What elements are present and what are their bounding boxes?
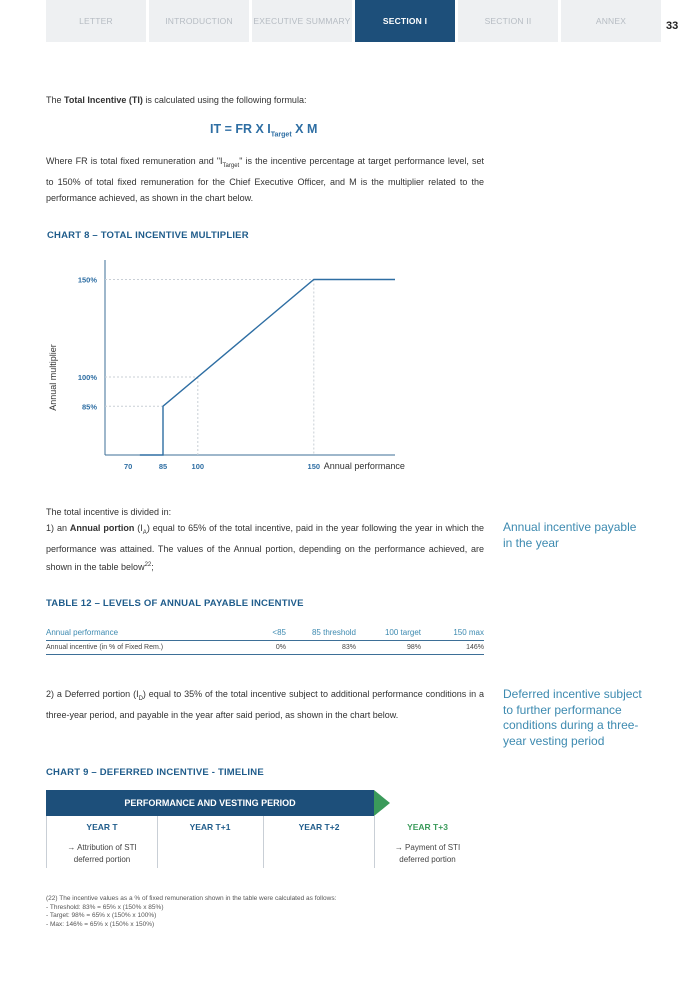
formula [210, 122, 317, 139]
table-cell: Annual incentive (in % of Fixed Rem.) [46, 641, 246, 655]
table-header-cell: 150 max [421, 625, 484, 641]
side-note-deferred: Deferred incentive subject to further performance conditions during a three-year vesting period [503, 687, 642, 748]
y-tick-label: 85% [81, 402, 97, 412]
item1-paragraph [46, 520, 484, 575]
timeline-year: YEAR T+2 [298, 822, 340, 832]
x-tick-label: 85 [158, 462, 168, 471]
item1-end: ; [151, 561, 154, 572]
intro-bold: Total Incentive (TI) [64, 95, 143, 105]
formula-part-b: X M [291, 122, 318, 136]
multiplier-chart [40, 250, 410, 475]
footnote-line: - Target: 98% = 65% x (150% x 100%) [46, 912, 157, 919]
footnote-title: (22) The incentive values as a % of fixed remuneration shown in the table were calculated as follows: [46, 895, 337, 902]
tab-introduction[interactable]: INTRODUCTION [149, 0, 249, 42]
table-header-cell: <85 [246, 625, 286, 641]
x-tick-label: 100 [191, 462, 205, 471]
table-cell: 146% [421, 641, 484, 655]
item2-pre: 2) a Deferred portion (I [46, 689, 139, 699]
table-header-cell: 100 target [356, 625, 421, 641]
intro-post: is calculated using the following formula: [142, 95, 307, 105]
item1-pre: 1) an [46, 523, 70, 533]
page-number: 33 [666, 20, 679, 32]
footnote [46, 895, 486, 929]
chart9-title: CHART 9 – DEFERRED INCENTIVE - TIMELINE [46, 767, 264, 778]
tab-section-i[interactable]: SECTION I [355, 0, 455, 42]
item1-mid: (I [134, 523, 143, 533]
footnote-line: - Threshold: 83% = 65% x (150% x 85%) [46, 903, 164, 911]
explanation-paragraph [46, 153, 484, 206]
item1-bold: Annual portion [69, 523, 135, 533]
footnote-ref-22[interactable]: 22 [144, 561, 152, 568]
multiplier-series-line [140, 280, 395, 456]
y-tick-label: 150% [77, 275, 97, 285]
timeline-year: YEAR T+3 [407, 822, 448, 832]
x-tick-label: 70 [124, 462, 133, 471]
item2-sub: D [138, 695, 143, 702]
y-axis-label: Annual multiplier [48, 344, 58, 411]
timeline-desc: → Payment of STI deferred portion [394, 843, 461, 864]
intro-paragraph [46, 92, 486, 108]
side-note-annual: Annual incentive payable in the year [503, 520, 637, 550]
timeline-col-year-t2 [264, 816, 375, 868]
timeline-col-year-t3 [375, 816, 480, 868]
table-header-cell: Annual performance [46, 625, 246, 641]
divided-intro: The total incentive is divided in: [46, 507, 172, 517]
footnote-line: - Max: 146% = 65% x (150% x 150%) [46, 920, 155, 928]
formula-sub: Target [270, 131, 292, 139]
tab-annex[interactable]: ANNEX [561, 0, 661, 42]
timeline-col-year-t1 [157, 816, 264, 868]
x-tick-label: 150 [307, 462, 321, 471]
table-cell: 98% [356, 641, 421, 655]
explanation-pre: Where FR is total fixed remuneration and "I [46, 156, 223, 166]
tab-letter[interactable]: LETTER [46, 0, 146, 42]
timeline-arrow-icon [374, 790, 390, 816]
intro-pre: The [46, 95, 65, 105]
timeline-header: PERFORMANCE AND VESTING PERIOD [46, 790, 374, 816]
timeline-desc: → Attribution of STI deferred portion [67, 843, 137, 864]
chart8-title: CHART 8 – TOTAL INCENTIVE MULTIPLIER [47, 230, 249, 241]
timeline-col-year-t [46, 816, 158, 868]
table12-title: TABLE 12 – LEVELS OF ANNUAL PAYABLE INCENTIVE [46, 598, 304, 609]
item1-rest: ) equal to 65% of the total incentive, paid in the year following the year in which the performance was attained. The values of the Annual portion, depending on the performance achieved, are shown in the table below [46, 523, 485, 572]
item1-sub: A [142, 529, 147, 536]
timeline-year: YEAR T+1 [189, 822, 231, 832]
explanation-sub: Target [222, 162, 240, 169]
explanation-post: " is the incentive percentage at target performance level, set to 150% of total fixed remuneration for the Chief Executive Officer, and M is the multiplier related to the performance achieved, as shown in the chart below. [46, 156, 484, 203]
item2-rest: ) equal to 35% of the total incentive subject to additional performance conditions in a three-year period, and payable in the year after said period, as shown in the chart below. [46, 689, 484, 720]
tab-section-ii[interactable]: SECTION II [458, 0, 558, 42]
formula-part-a: IT = FR X I [210, 122, 271, 136]
table-cell: 0% [246, 641, 286, 655]
table-row [46, 641, 484, 655]
item2-paragraph [46, 686, 484, 723]
table-header-cell: 85 threshold [286, 625, 356, 641]
tab-executive-summary[interactable]: EXECUTIVE SUMMARY [252, 0, 352, 42]
section-tabs [46, 0, 664, 42]
x-axis-label: Annual performance [323, 461, 405, 471]
chart8-plot [48, 260, 405, 471]
annual-incentive-table [46, 625, 484, 655]
table-header-row [46, 625, 484, 641]
timeline-year: YEAR T [86, 822, 118, 832]
table-cell: 83% [286, 641, 356, 655]
y-tick-label: 100% [77, 373, 97, 382]
